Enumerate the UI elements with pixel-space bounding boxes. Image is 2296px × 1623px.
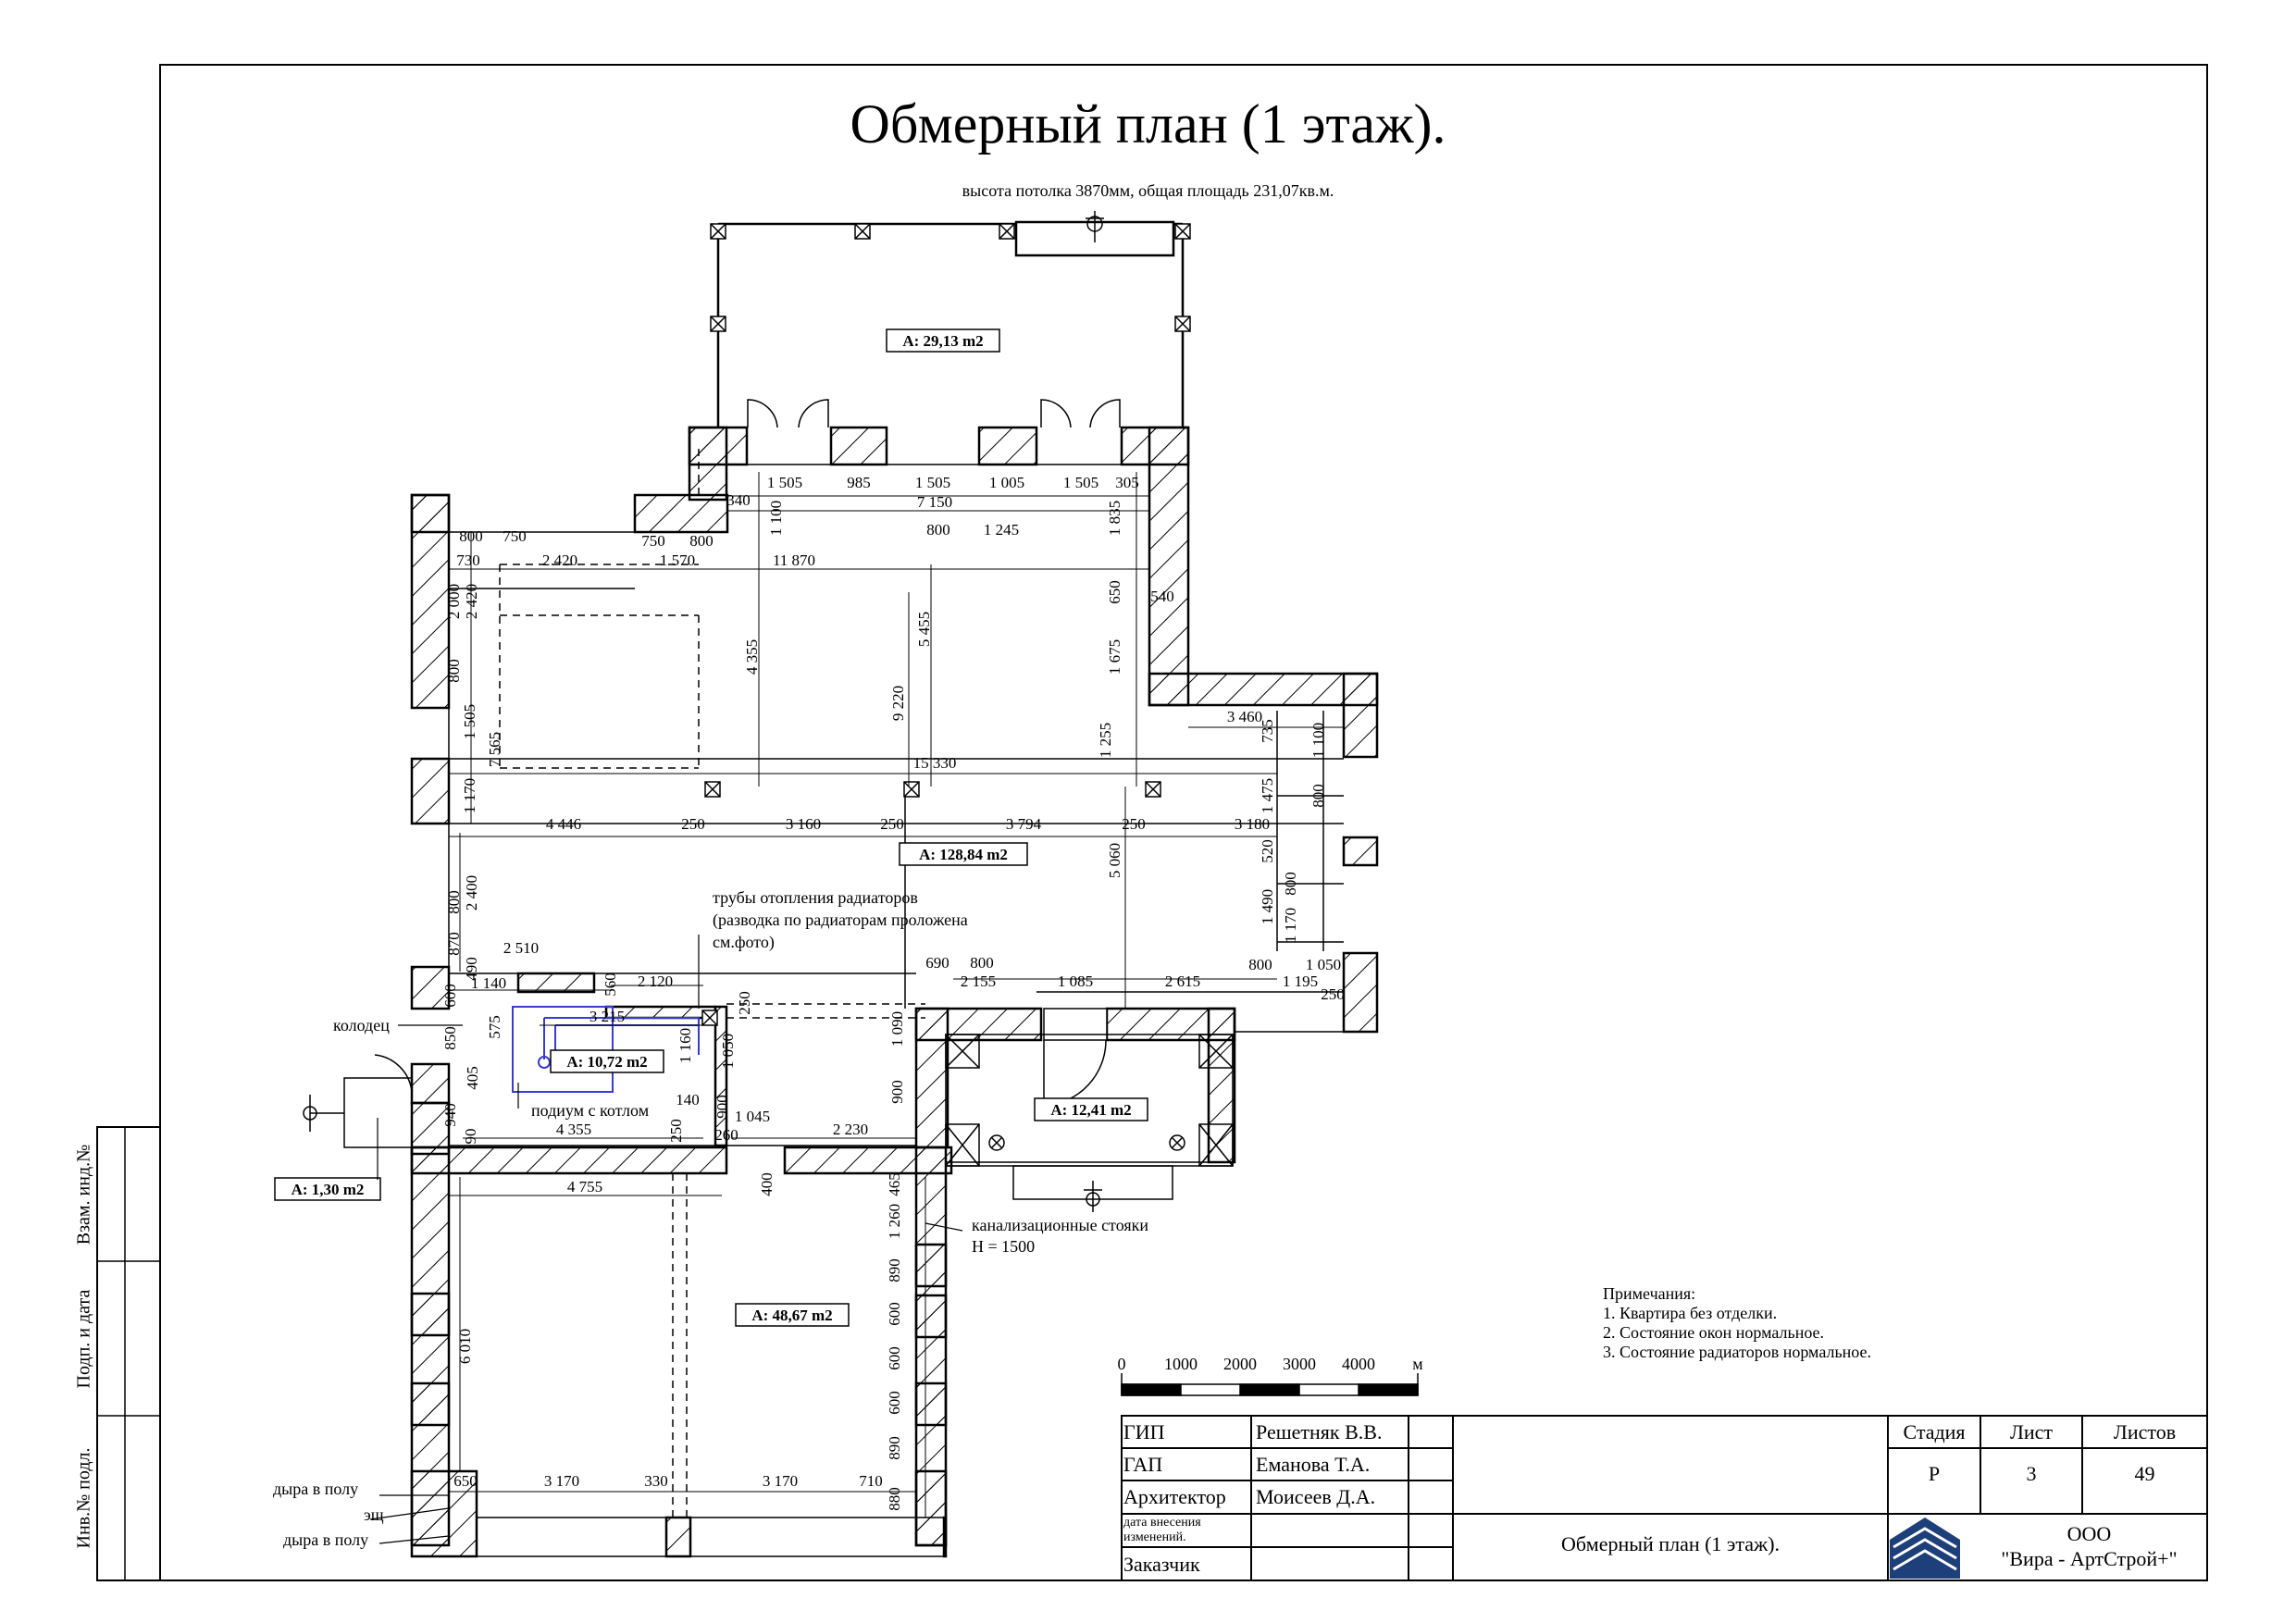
scale-tick: 1000 [1164, 1355, 1198, 1373]
dimension-label: 600 [886, 1391, 903, 1415]
dimension-label: 1 170 [1282, 907, 1299, 944]
dimension-label: 1 170 [461, 777, 478, 814]
role-gap: ГАП [1123, 1453, 1163, 1476]
dimension-label: 5 060 [1106, 842, 1123, 879]
notes-header: Примечания: [1603, 1284, 1696, 1303]
pipes-note-line-1: трубы отопления радиаторов [713, 888, 918, 907]
room-area-label: A: 48,67 m2 [751, 1307, 833, 1324]
dimension-label: 250 [1321, 985, 1345, 1003]
dimension-label: 465 [886, 1172, 903, 1196]
dimension-label: 11 870 [772, 551, 816, 569]
dimension-label: 710 [859, 1472, 883, 1490]
dimension-label: 1 835 [1106, 500, 1123, 537]
dimension-label: 1 100 [767, 500, 785, 537]
sewer-note-line-1: канализационные стояки [972, 1216, 1149, 1234]
sheets-label: Листов [2113, 1420, 2177, 1443]
dimension-label: 750 [641, 532, 665, 550]
pipes-note-line-3: см.фото) [713, 933, 775, 951]
dimension-label: 890 [886, 1436, 903, 1460]
dimension-label: 1 505 [766, 474, 803, 491]
dimension-label: 600 [441, 984, 459, 1008]
stage-label: Стадия [1903, 1420, 1966, 1443]
page-title: Обмерный план (1 этаж). [850, 93, 1446, 155]
dimension-label: 250 [1122, 815, 1146, 833]
dimension-label: 1 160 [676, 1027, 694, 1064]
dimension-label: 5 455 [915, 611, 933, 648]
dimension-label: 2 000 [445, 583, 463, 620]
side-entrance [304, 1078, 412, 1147]
dimension-label: 9 220 [889, 685, 907, 722]
sheet-label: Лист [2009, 1420, 2054, 1443]
dimension-label: 330 [644, 1472, 668, 1490]
room-area-label: A: 1,30 m2 [291, 1181, 365, 1198]
well-note: колодец [333, 1016, 390, 1035]
dimension-label: 4 355 [555, 1121, 592, 1138]
dimension-label: 800 [1309, 784, 1327, 808]
dimension-label: 800 [689, 532, 714, 550]
room-area-label: A: 10,72 m2 [566, 1053, 648, 1071]
page-subtitle: высота потолка 3870мм, общая площадь 231,07кв.м. [962, 181, 1334, 200]
dimension-label: 1 675 [1106, 638, 1123, 675]
notes-block [1603, 1284, 1871, 1362]
side-stamp-frame [97, 1127, 160, 1580]
pipes-note-line-2: (разводка по радиаторам проложена [713, 911, 968, 929]
dimension-label: 2 420 [463, 583, 480, 620]
dimension-label: 2 510 [503, 939, 540, 957]
dimension-label: 3 460 [1226, 708, 1263, 725]
dimension-label: 340 [726, 491, 751, 509]
dimension-label: 3 215 [589, 1008, 626, 1025]
dimension-label: 880 [886, 1487, 903, 1511]
dimension-label: 3 794 [1005, 815, 1042, 833]
dimension-label: 800 [459, 527, 483, 545]
dimension-label: 650 [453, 1472, 478, 1490]
dimension-label: 140 [676, 1091, 700, 1109]
company-logo [1890, 1518, 1960, 1579]
dimension-label: 600 [886, 1302, 903, 1326]
dimension-label: 575 [486, 1015, 503, 1039]
dimension-label: 1 505 [1062, 474, 1099, 491]
sheet-name: Обмерный план (1 этаж). [1560, 1532, 1781, 1555]
dimension-label: 260 [714, 1126, 738, 1144]
dimension-label: 90 [462, 1128, 479, 1145]
dimension-label: 1 005 [988, 474, 1025, 491]
dimension-label: 405 [464, 1066, 481, 1090]
note-item: 1. Квартира без отделки. [1603, 1304, 1778, 1322]
dimension-label: 690 [925, 954, 949, 972]
hole-note-1: дыра в полу [273, 1480, 359, 1498]
room-area-label: A: 12,41 m2 [1050, 1101, 1132, 1119]
dimension-label: 4 755 [566, 1178, 603, 1196]
dimension-label: 250 [880, 815, 904, 833]
role-gip: ГИП [1123, 1420, 1165, 1443]
panel-note: эщ [364, 1505, 384, 1524]
scale-tick: 0 [1117, 1355, 1126, 1373]
sewer-note-line-2: H = 1500 [972, 1237, 1036, 1256]
dimension-label: 750 [503, 527, 527, 545]
dimension-label: 1 140 [470, 974, 507, 992]
dimension-label: 1 505 [914, 474, 951, 491]
vestibule [946, 1035, 1233, 1212]
dimension-label: 1 505 [461, 703, 478, 740]
dimension-label: 540 [1150, 588, 1174, 605]
dimension-label: 4 355 [743, 638, 761, 675]
dimension-label: 1 195 [1282, 973, 1319, 990]
room-area-label: A: 29,13 m2 [902, 332, 984, 350]
dimension-label: 1 045 [734, 1108, 771, 1125]
dimension-label: 7 150 [916, 493, 953, 511]
dimension-label: 2 400 [463, 874, 480, 911]
terrace [718, 222, 1183, 427]
role-architect: Архитектор [1123, 1485, 1226, 1508]
dimension-label: 6 010 [456, 1328, 474, 1365]
name-gap: Еманова Т.А. [1256, 1453, 1371, 1476]
dimension-label: 600 [886, 1346, 903, 1370]
name-architect: Моисеев Д.А. [1256, 1485, 1376, 1508]
dimension-label: 4 446 [545, 815, 582, 833]
dimension-label: 985 [847, 474, 871, 491]
stamp-cell-signature: Подп. и дата [73, 1289, 94, 1389]
dimension-label: 800 [445, 659, 463, 683]
dimension-label: 3 180 [1234, 815, 1271, 833]
dimension-label: 490 [463, 957, 480, 981]
dimension-label: 1 570 [659, 551, 696, 569]
dimension-label: 870 [445, 932, 463, 956]
dimension-label: 305 [1115, 474, 1139, 491]
dimension-label: 250 [681, 815, 705, 833]
dimension-label: 1 255 [1097, 722, 1114, 759]
note-item: 3. Состояние радиаторов нормальное. [1603, 1343, 1872, 1361]
room-area-label: A: 128,84 m2 [919, 846, 1008, 863]
dimension-label: 890 [886, 1258, 903, 1282]
dimension-label: 3 160 [785, 815, 822, 833]
dimension-label: 900 [888, 1080, 906, 1104]
dimension-label: 520 [1259, 839, 1276, 863]
sheets-total: 49 [2134, 1462, 2155, 1485]
dimension-label: 2 230 [832, 1121, 869, 1138]
dimension-label: 7 565 [486, 731, 503, 768]
name-gip: Решетняк В.В. [1256, 1420, 1383, 1443]
scale-unit: м [1412, 1355, 1423, 1373]
dimension-label: 3 170 [762, 1472, 799, 1490]
dimension-label: 1 100 [1309, 722, 1327, 759]
dimension-label: 250 [736, 991, 753, 1015]
dimension-label: 1 245 [983, 521, 1020, 539]
scale-bar [1122, 1373, 1418, 1395]
dimension-label: 940 [441, 1103, 459, 1127]
sheet-number: 3 [2026, 1462, 2037, 1485]
dimension-label: 800 [1248, 956, 1272, 973]
scale-tick: 4000 [1342, 1355, 1375, 1373]
company-name-1: ООО [2066, 1522, 2112, 1545]
dimension-label: 800 [970, 954, 994, 972]
dimension-label: 1 050 [1305, 956, 1342, 973]
dimension-label: 250 [667, 1119, 685, 1143]
dimension-label: 800 [1282, 872, 1299, 896]
dimension-label: 2 615 [1164, 973, 1201, 990]
dimension-label: 1 050 [719, 1033, 737, 1070]
scale-labels [1118, 1355, 1423, 1373]
company-name-2: "Вира - АртСтрой+" [2001, 1547, 2178, 1570]
dimension-label: 850 [441, 1026, 459, 1050]
dimension-label: 730 [456, 551, 480, 569]
dimension-label: 400 [758, 1172, 776, 1196]
dimension-label: 15 330 [912, 754, 957, 772]
dimension-label: 2 155 [960, 973, 997, 990]
dimension-label: 735 [1259, 719, 1276, 743]
scale-tick: 2000 [1223, 1355, 1257, 1373]
dimension-label: 800 [926, 521, 950, 539]
dimension-label: 1 085 [1057, 973, 1094, 990]
boiler-note: подиум с котлом [531, 1101, 650, 1120]
scale-tick: 3000 [1283, 1355, 1316, 1373]
dimension-label: 1 260 [886, 1203, 903, 1240]
dimension-label: 1 490 [1259, 888, 1276, 925]
stamp-cell-replacement: Взам. инд.№ [73, 1144, 94, 1245]
customer-label: Заказчик [1123, 1553, 1200, 1576]
dimension-label: 900 [714, 1095, 731, 1119]
annotations [273, 888, 1148, 1549]
dimension-label: 800 [445, 890, 463, 914]
dimension-label: 3 170 [543, 1472, 580, 1490]
note-item: 2. Состояние окон нормальное. [1603, 1323, 1825, 1342]
dimension-label: 1 475 [1259, 777, 1276, 814]
dimension-label: 560 [602, 973, 619, 997]
dimension-label: 1 090 [888, 1010, 906, 1047]
dimension-label: 2 420 [541, 551, 578, 569]
dimension-label: 2 120 [637, 973, 674, 990]
stamp-cell-inventory: Инв.№ подл. [73, 1447, 94, 1549]
stage-value: Р [1928, 1462, 1941, 1485]
hole-note-2: дыра в полу [283, 1530, 369, 1549]
change-date-label: дата внесения изменений. [1123, 1516, 1201, 1544]
dimension-label: 650 [1106, 580, 1123, 604]
